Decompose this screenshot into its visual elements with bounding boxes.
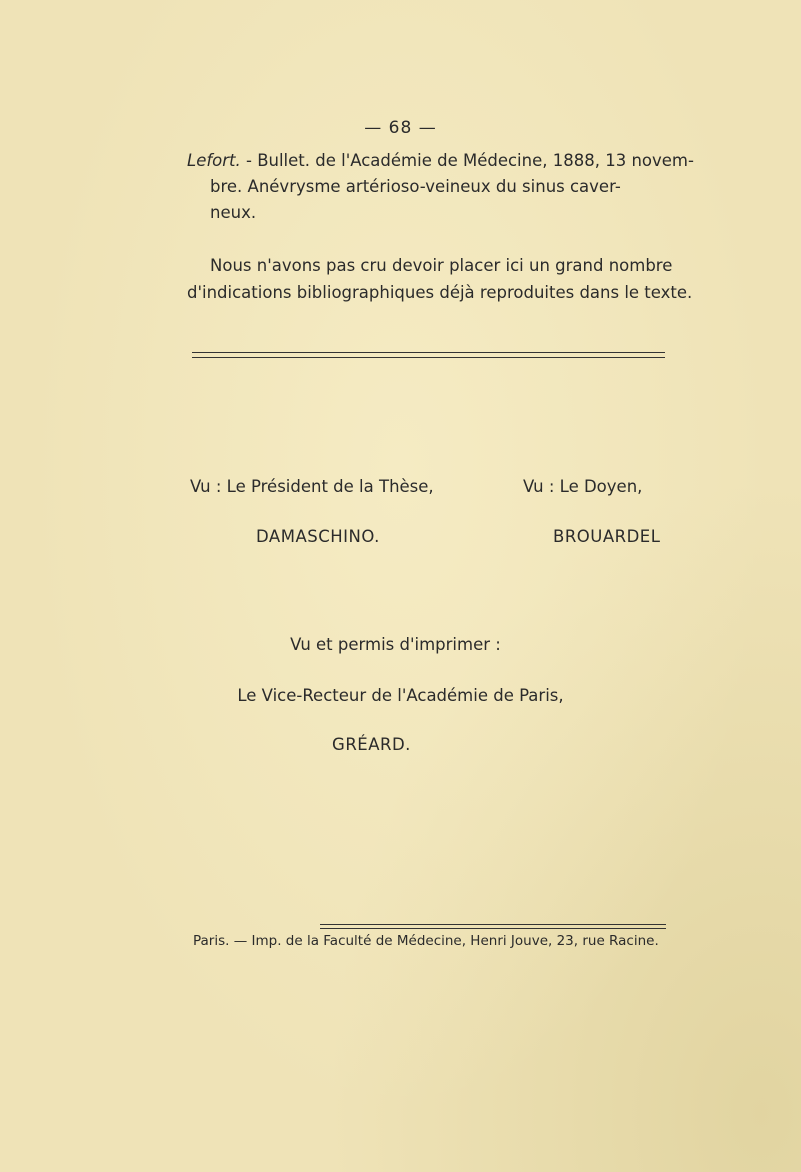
imprimatur-recteur: Le Vice-Recteur de l'Académie de Paris, xyxy=(237,686,564,705)
imprimatur-permis: Vu et permis d'imprimer : xyxy=(290,635,501,654)
reference-line-1 xyxy=(187,148,694,174)
reference-line-3: neux. xyxy=(210,203,257,222)
footer-rule-thin xyxy=(320,928,666,929)
reference-line-2: bre. Anévrysme artérioso-veineux du sinus caver- xyxy=(210,177,621,196)
printer-imprint: Paris. — Imp. de la Faculté de Médecine, Henri Jouve, 23, rue Racine. xyxy=(193,933,659,949)
paragraph-line-1: Nous n'avons pas cru devoir placer ici un grand nombre xyxy=(210,256,673,275)
president-name: DAMASCHINO. xyxy=(256,527,380,546)
footer-rule-thick xyxy=(320,924,666,925)
closing-paragraph xyxy=(187,252,693,306)
divider-rule-thick xyxy=(192,352,665,353)
reference-author: Lefort. xyxy=(187,151,241,170)
page-number: — 68 — xyxy=(364,118,437,138)
bibliography-reference xyxy=(187,148,694,226)
dean-approval-label: Vu : Le Doyen, xyxy=(523,477,643,496)
president-approval-label: Vu : Le Président de la Thèse, xyxy=(190,477,434,496)
reference-text-1: - Bullet. de l'Académie de Médecine, 1888, 13 novem- xyxy=(240,151,694,170)
dean-name: BROUARDEL xyxy=(553,527,661,546)
divider-rule-thin xyxy=(192,357,665,358)
imprimatur-name: GRÉARD. xyxy=(332,735,411,754)
paragraph-line-2: d'indications bibliographiques déjà reproduites dans le texte. xyxy=(187,283,693,302)
